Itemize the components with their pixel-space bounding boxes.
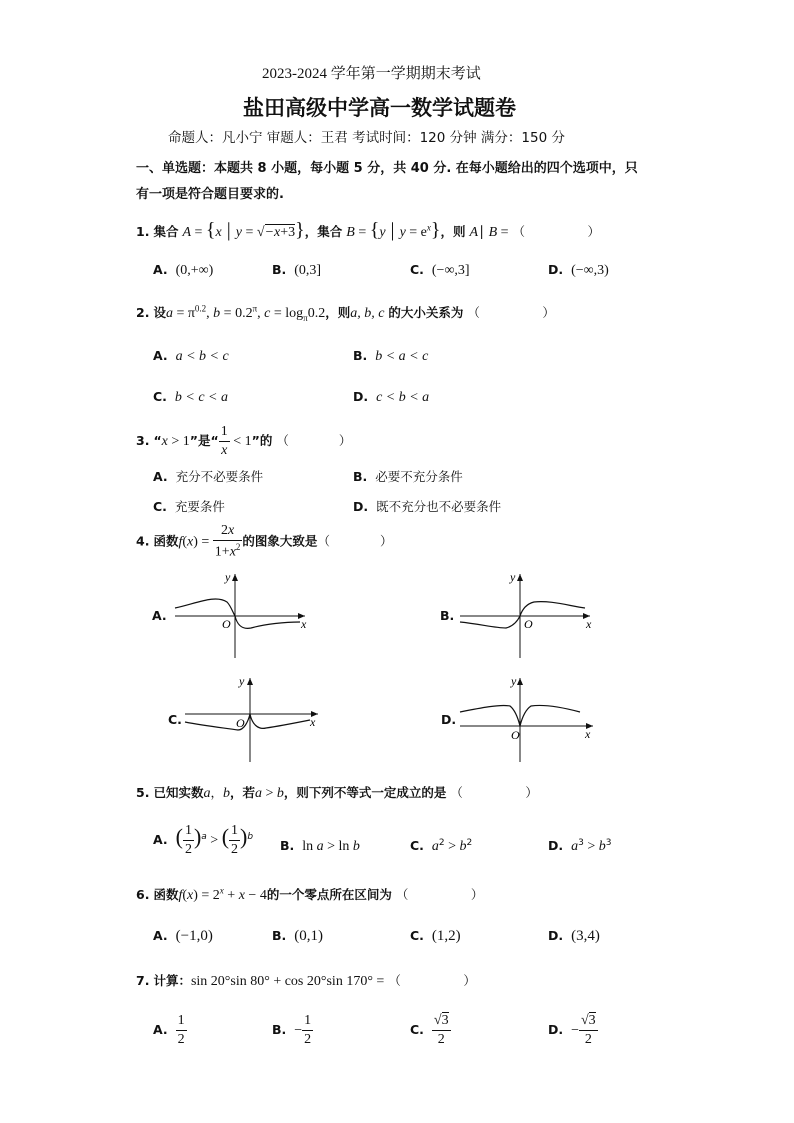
q5-number: 5.: [136, 785, 150, 800]
q4-number: 4.: [136, 533, 150, 549]
q4-label-a: A.: [152, 608, 167, 623]
q3-answer-blank: （ ）: [276, 433, 352, 448]
q2-text-b: ，则: [325, 305, 351, 320]
q1-option-d: D. (−∞,3): [548, 262, 609, 278]
page-title: 盐田高级中学高一数学试题卷: [243, 96, 516, 120]
q4-b-y-label: y: [510, 570, 516, 584]
q4-label-b: B.: [440, 608, 455, 623]
q2-text-a: 设: [153, 305, 166, 320]
q2-text-c: 的大小关系为: [388, 305, 464, 320]
q6-text-b: 的一个零点所在区间为: [266, 887, 392, 902]
q4-d-x-label: x: [585, 727, 591, 741]
q5-option-d: D. $a^3 > b^3$: [548, 838, 612, 855]
q3-number: 3.: [136, 433, 150, 448]
q4-b-origin: O: [524, 617, 533, 631]
q4-d-origin: O: [511, 728, 520, 742]
question-5: 5. 已知实数a，b，若a > b，则下列不等式一定成立的是 （ ）: [136, 785, 538, 801]
q6-number: 6.: [136, 887, 150, 902]
q2-number: 2.: [136, 305, 150, 320]
q3-text-b: ”是“: [189, 433, 219, 448]
q4-c-origin: O: [236, 716, 245, 730]
q7-option-c: C. $\frac{√3}{2}$: [410, 1013, 449, 1047]
q5-text-c: ，则下列不等式一定成立的是: [283, 785, 447, 800]
q7-option-a: A. $\frac{1}{2}$: [153, 1013, 185, 1047]
q7-option-c-label: C.: [410, 1022, 424, 1037]
q3-text-c: ”的: [251, 433, 273, 448]
q6-answer-blank: （ ）: [395, 887, 484, 902]
q6-option-d: D. (3,4): [548, 928, 600, 944]
q4-graph-b: [450, 566, 600, 661]
q2-option-c: C. b < c < a: [153, 389, 228, 405]
q4-d-y-label: y: [511, 674, 517, 688]
q3-option-d: D. 既不充分也不必要条件: [353, 499, 502, 514]
question-4: 4. 函数f(x) = $\frac{2x}{1+x^2}$ 的图象大致是（ ）: [136, 523, 393, 560]
q4-a-y-label: y: [225, 570, 231, 584]
q4-text-a: 函数: [153, 533, 179, 549]
q4-graph-a: [165, 566, 315, 661]
q5-option-a: A. ( $\frac{1}{2}$ )$^a$ > ( $\frac{1}{2}$ )$^b$: [153, 823, 254, 857]
q5-answer-blank: （ ）: [450, 785, 538, 800]
q7-number: 7.: [136, 973, 150, 988]
q5-option-a-label: A.: [153, 832, 168, 847]
q3-option-c: C. 充要条件: [153, 499, 225, 514]
q1-option-b: B. (0,3]: [272, 262, 322, 278]
q5-text-b: ，若: [229, 785, 255, 800]
q7-option-a-label: A.: [153, 1022, 168, 1037]
q2-option-a: A. a < b < c: [153, 348, 229, 364]
q5-option-c: C. $a^2 > b^2$: [410, 838, 473, 855]
q7-option-d-label: D.: [548, 1022, 564, 1037]
q3-text-a: “: [153, 433, 162, 448]
q3-option-a: A. 充分不必要条件: [153, 469, 264, 484]
q4-c-y-label: y: [239, 674, 245, 688]
q5-text-a: 已知实数: [153, 785, 204, 800]
question-6: 6. 函数$f(x) = 2^x + x - 4$的一个零点所在区间为 （ ）: [136, 885, 484, 903]
q7-option-b: B. − $\frac{1}{2}$: [272, 1013, 312, 1047]
q4-graph-c: [180, 672, 325, 764]
q7-expression: sin 20°sin 80° + cos 20°sin 170° =: [190, 974, 385, 989]
question-1: 1. 集合 A = {x | y = √−x+3}，集合 B = {y | $y = e^x$}，则 A∣ B = （ ）: [136, 219, 601, 241]
q7-text-a: 计算：: [153, 973, 191, 988]
q4-graph-d: [455, 672, 600, 764]
q6-option-b: B. (0,1): [272, 928, 323, 944]
q1-text-b: ，集合: [304, 224, 343, 239]
q6-text-a: 函数: [153, 887, 179, 902]
exam-subtitle: 2023-2024 学年第一学期期末考试: [262, 66, 481, 82]
question-3: 3. “x > 1”是“ $\frac{1}{x}$ < 1”的 （ ）: [136, 424, 352, 458]
q4-c-x-label: x: [310, 715, 316, 729]
q2-option-d: D. c < b < a: [353, 389, 430, 405]
q7-answer-blank: （ ）: [388, 973, 476, 988]
q7-option-d: D. − $\frac{√3}{2}$: [548, 1013, 596, 1047]
question-7: [136, 971, 476, 990]
q1-number: 1.: [136, 224, 150, 239]
q6-option-a: A. (−1,0): [153, 928, 213, 944]
q1-text-c: ，则: [440, 224, 466, 239]
question-2: 2. 设$a = \pi^{0.2}$, $b = 0.2^\pi$, $c = \log_\pi 0.2$，则a, b, c 的大小关系为 （ ）: [136, 303, 555, 323]
q4-a-x-label: x: [301, 617, 307, 631]
q5-option-c-label: C.: [410, 838, 424, 854]
q5-option-b-label: B.: [280, 838, 295, 853]
q1-text-a: 集合: [153, 224, 179, 239]
section-heading-line1: 一、单选题：本题共 8 小题，每小题 5 分，共 40 分. 在每小题给出的四个选项中，只: [136, 161, 638, 176]
q4-label-d: D.: [441, 712, 457, 727]
q4-text-b: 的图象大致是: [242, 533, 318, 549]
q1-option-a: A. (0,+∞): [153, 262, 214, 278]
q4-answer-blank: （ ）: [317, 533, 393, 549]
q3-option-b: B. 必要不充分条件: [353, 469, 463, 484]
q2-answer-blank: （ ）: [467, 305, 555, 320]
q4-label-c: C.: [168, 712, 182, 727]
q5-option-b: B. ln a > ln b: [280, 838, 360, 854]
section-heading-line2: 有一项是符合题目要求的.: [136, 187, 284, 202]
q7-option-b-label: B.: [272, 1022, 287, 1037]
q6-option-c: C. (1,2): [410, 928, 461, 944]
exam-meta: 命题人：凡小宁 审题人：王君 考试时间：120 分钟 满分：150 分: [168, 130, 565, 146]
q1-answer-blank: （ ）: [512, 224, 601, 239]
q1-option-c: C. (−∞,3]: [410, 262, 470, 278]
q4-b-x-label: x: [586, 617, 592, 631]
q5-option-d-label: D.: [548, 838, 564, 854]
q2-option-b: B. b < a < c: [353, 348, 429, 364]
q4-a-origin: O: [222, 617, 231, 631]
